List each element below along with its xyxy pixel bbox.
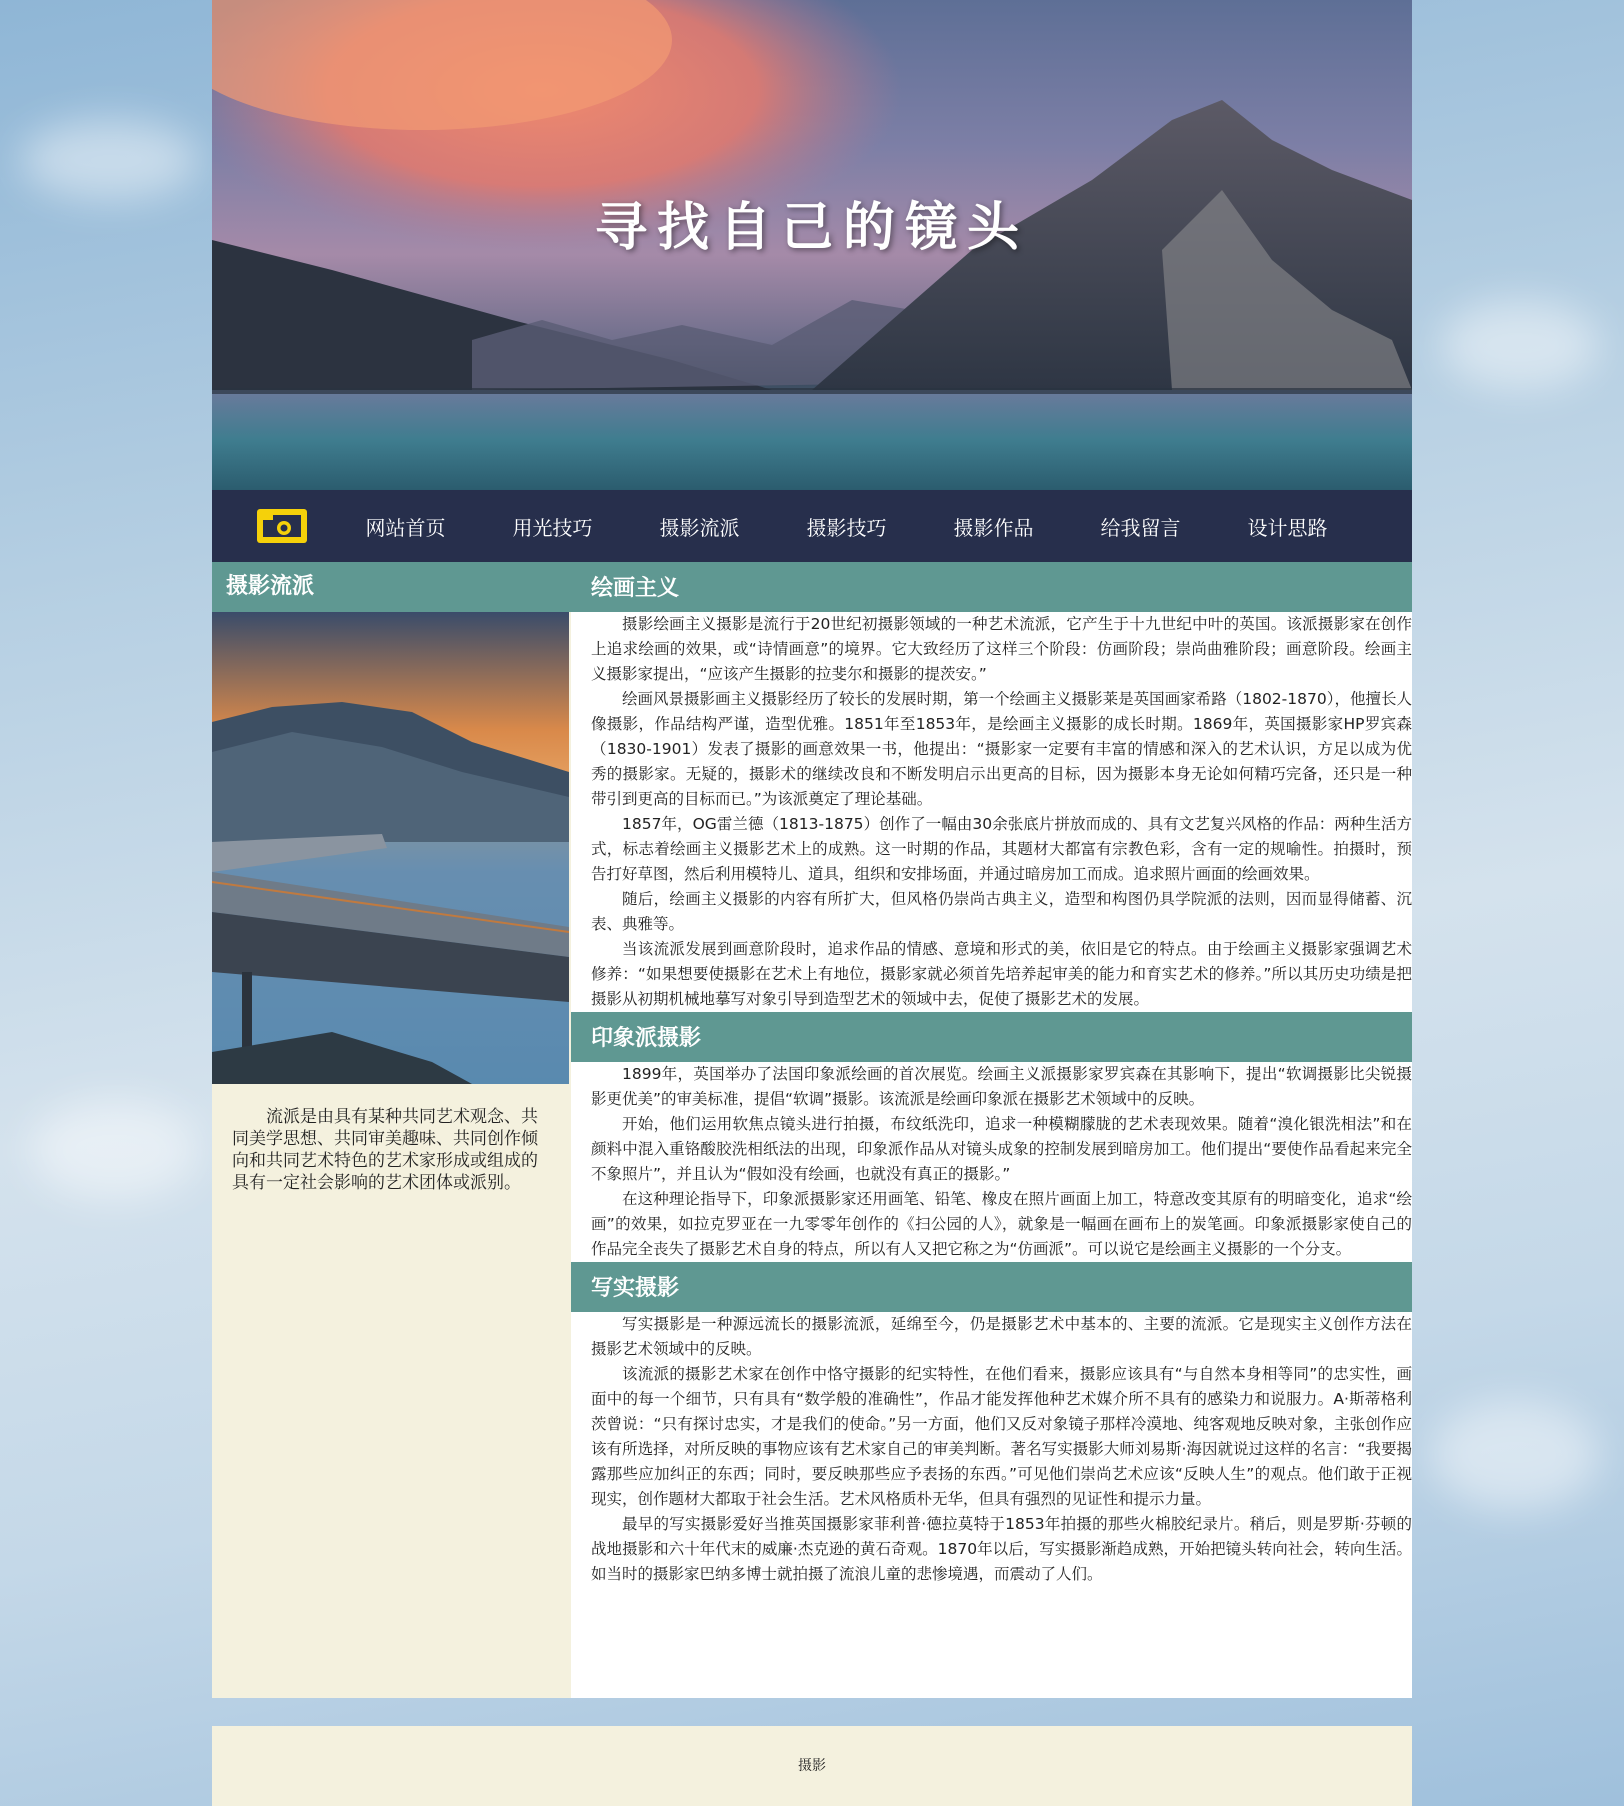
footer-text: 摄影	[798, 1758, 826, 1774]
banner-title: 寻找自己的镜头	[594, 198, 1029, 258]
hero-banner	[212, 0, 1412, 490]
sidebar	[212, 562, 571, 1698]
paragraph: 当该流派发展到画意阶段时，追求作品的情感、意境和形式的美，依旧是它的特点。由于绘画主义摄影家强调艺术修养：“如果想要使摄影在艺术上有地位，摄影家就必须首先培养起审美的能力和育实艺术的修养。”所以其历史功绩是把摄影从初期机械地摹写对象引导到造型艺术的领域中去，促使了摄影艺术的发展。	[591, 940, 1412, 1008]
sidebar-heading: 摄影流派	[212, 562, 571, 612]
background-cloud	[30, 1100, 200, 1200]
paragraph: 该流派的摄影艺术家在创作中恪守摄影的纪实特性，在他们看来，摄影应该具有“与自然本身相等同”的忠实性，画面中的每一个细节，只有具有“数学般的准确性”，作品才能发挥他种艺术媒介所不具有的感染力和说服力。A·斯蒂格利茨曾说：“只有探讨忠实，才是我们的使命。”另一方面，他们又反对象镜子那样冷漠地、纯客观地反映对象，主张创作应该有所选择，对所反映的事物应该有艺术家自己的审美判断。著名写实摄影大师刘易斯·海因就说过这样的名言：“我要揭露那些应加纠正的东西；同时，要反映那些应予表扬的东西。”可见他们崇尚艺术应该“反映人生”的观点。他们敢于正视现实，创作题材大都取于社会生活。艺术风格质朴无华，但具有强烈的见证性和提示力量。	[591, 1365, 1412, 1508]
bridge-photo	[212, 612, 569, 1084]
paragraph: 绘画风景摄影画主义摄影经历了较长的发展时期，第一个绘画主义摄影莱是英国画家希路（1802-1870），他擅长人像摄影，作品结构严谨，造型优雅。1851年至1853年，是绘画主义摄影的成长时期。1869年，英国摄影家HP罗宾森（1830-1901）发表了摄影的画意效果一书，他提出：“摄影家一定要有丰富的情感和深入的艺术认识，方足以成为优秀的摄影家。无疑的，摄影术的继续改良和不断发明启示出更高的目标，因为摄影本身无论如何精巧完备，还只是一种带引到更高的目标而已。”为该派奠定了理论基础。	[591, 690, 1412, 808]
main-nav	[212, 490, 1412, 562]
camera-icon[interactable]	[257, 509, 307, 543]
background-cloud	[1440, 300, 1600, 390]
nav-item-guestbook[interactable]: 给我留言	[1100, 515, 1181, 540]
main-content	[571, 562, 1412, 1698]
nav-item-schools[interactable]: 摄影流派	[659, 515, 740, 540]
background-cloud	[20, 120, 200, 200]
section-heading: 绘画主义	[571, 562, 1412, 612]
paragraph: 写实摄影是一种源远流长的摄影流派，延绵至今，仍是摄影艺术中基本的、主要的流派。它是现实主义创作方法在摄影艺术领域中的反映。	[591, 1315, 1412, 1358]
paragraph: 1857年，OG雷兰德（1813-1875）创作了一幅由30余张底片拼放而成的、具有文艺复兴风格的作品：两种生活方式，标志着绘画主义摄影艺术上的成熟。这一时期的作品，其题材大都富有宗教色彩，含有一定的规喻性。拍摄时，预告打好草图，然后利用模特儿、道具，组织和安排场面，并通过暗房加工而成。追求照片画面的绘画效果。	[591, 815, 1412, 883]
paragraph: 随后，绘画主义摄影的内容有所扩大，但风格仍崇尚古典主义，造型和构图仍具学院派的法则，因而显得储蓄、沉表、典雅等。	[591, 890, 1412, 933]
footer	[212, 1726, 1412, 1806]
section-realism	[571, 1262, 1412, 1587]
nav-item-lighting[interactable]: 用光技巧	[512, 515, 593, 540]
background-cloud	[1430, 1400, 1600, 1510]
sidebar-description: 流派是由具有某种共同艺术观念、共同美学思想、共同审美趣味、共同创作倾向和共同艺术特色的艺术家形成或组成的具有一定社会影响的艺术团体或派别。	[232, 1107, 538, 1193]
nav-item-design[interactable]: 设计思路	[1247, 515, 1328, 540]
nav-item-works[interactable]: 摄影作品	[953, 515, 1034, 540]
paragraph: 摄影绘画主义摄影是流行于20世纪初摄影领域的一种艺术流派，它产生于十九世纪中叶的英国。该派摄影家在创作上追求绘画的效果，或“诗情画意”的境界。它大致经历了这样三个阶段：仿画阶段；崇尚曲雅阶段；画意阶段。绘画主义摄影家提出，“应该产生摄影的拉斐尔和摄影的提茨安。”	[591, 615, 1412, 683]
nav-item-techniques[interactable]: 摄影技巧	[806, 515, 887, 540]
paragraph: 1899年，英国举办了法国印象派绘画的首次展览。绘画主义派摄影家罗宾森在其影响下，提出“软调摄影比尖锐摄影更优美”的审美标准，提倡“软调”摄影。该流派是绘画印象派在摄影艺术领域中的反映。	[591, 1065, 1412, 1108]
section-heading: 印象派摄影	[571, 1012, 1412, 1062]
page-container	[212, 0, 1412, 1806]
paragraph: 最早的写实摄影爱好当推英国摄影家菲利普·德拉莫特于1853年拍摄的那些火棉胶纪录片。稍后，则是罗斯·芬顿的战地摄影和六十年代末的威廉·杰克逊的黄石奇观。1870年以后，写实摄影渐趋成熟，开始把镜头转向社会，转向生活。如当时的摄影家巴纳多博士就拍摄了流浪儿童的悲惨境遇，而震动了人们。	[591, 1515, 1412, 1583]
paragraph: 在这种理论指导下，印象派摄影家还用画笔、铅笔、橡皮在照片画面上加工，特意改变其原有的明暗变化，追求“绘画”的效果，如拉克罗亚在一九零零年创作的《扫公园的人》，就象是一幅画在画布上的炭笔画。印象派摄影家使自己的作品完全丧失了摄影艺术自身的特点，所以有人又把它称之为“仿画派”。可以说它是绘画主义摄影的一个分支。	[591, 1190, 1412, 1258]
paragraph: 开始，他们运用软焦点镜头进行拍摄，布纹纸洗印，追求一种模糊朦胧的艺术表现效果。随着“溴化银洗相法”和在颜料中混入重铬酸胶洗相纸法的出现，印象派作品从对镜头成象的控制发展到暗房加工。他们提出“要使作品看起来完全不象照片”，并且认为“假如没有绘画，也就没有真正的摄影。”	[591, 1115, 1412, 1183]
section-painting	[571, 562, 1412, 1012]
section-impressionism	[571, 1012, 1412, 1262]
section-heading: 写实摄影	[571, 1262, 1412, 1312]
nav-item-home[interactable]: 网站首页	[365, 515, 446, 540]
